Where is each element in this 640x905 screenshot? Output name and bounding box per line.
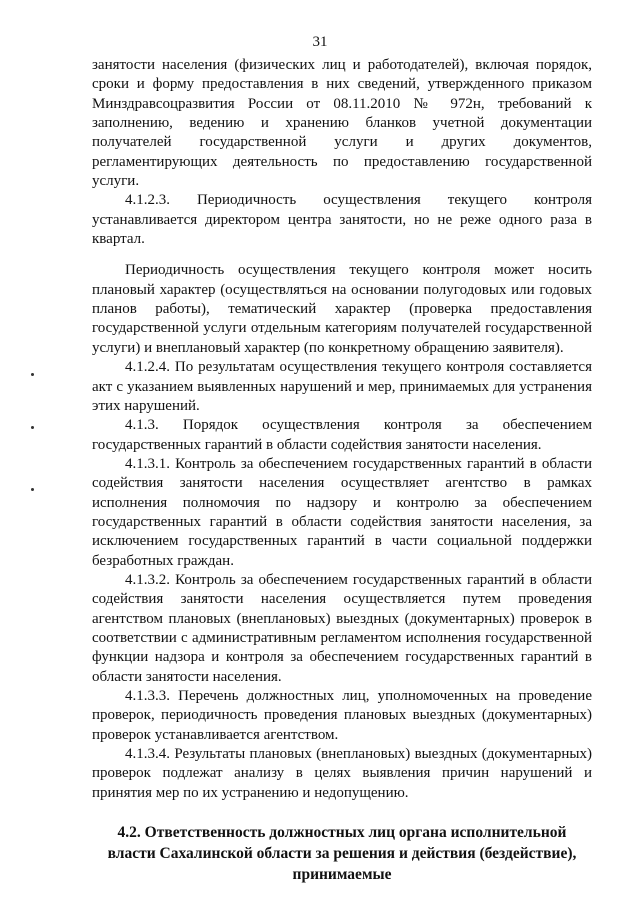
scan-mark bbox=[31, 426, 34, 429]
paragraph: 4.1.2.3. Периодичность осуществления текущего контроля устанавливается директором центра занятости, но не реже одного раза в квартал. bbox=[92, 192, 592, 248]
scan-mark bbox=[31, 373, 34, 376]
paragraph: 4.1.3. Порядок осуществления контроля за обеспечением государственных гарантий в области содействия занятости населения. bbox=[92, 417, 592, 453]
paragraph: 4.1.2.4. По результатам осуществления текущего контроля составляется акт с указанием выявленных нарушений и мер, принимаемых для устранения этих нарушений. bbox=[92, 359, 592, 414]
section-heading: 4.2. Ответственность должностных лиц органа исполнительной власти Сахалинской области за решения и действия (бездействие), принимаемые bbox=[107, 824, 577, 883]
page-number: 31 bbox=[312, 34, 328, 50]
paragraph: Периодичность осуществления текущего контроля может носить плановый характер (осуществляться на основании полугодовых или годовых планов работы), тематический характер (проверка предоставления государственной услуги отдельным категориям получателей государственной услуги) и внеплановый характер (по конкретному обращению заявителя). bbox=[92, 262, 592, 356]
scan-mark bbox=[31, 488, 34, 491]
paragraph: 4.1.3.1. Контроль за обеспечением государственных гарантий в области содействия занятости населения осуществляет агентство в рамках исполнения полномочия по надзору и контролю за обеспечением государственных гарантий в области содействия занятости населения, за исключением государственных гарантий в части социальной поддержки безработных граждан. bbox=[92, 455, 592, 569]
paragraph: 4.1.3.4. Результаты плановых (внеплановых) выездных (документарных) проверок подлежат анализу в целях выявления причин нарушений и принятия мер по их устранению и недопущению. bbox=[92, 746, 592, 801]
paragraph: занятости населения (физических лиц и работодателей), включая порядок, сроки и форму предоставления в них сведений, утвержденного приказом Минздравсоцразвития России от 08.11.2010 № 972н, требований к заполнению, ведению и хранению бланков учетной документации получателей государственной услуги и других документов, регламентирующих деятельность по предоставлению государственной услуги. bbox=[92, 57, 592, 190]
document-body bbox=[92, 56, 592, 803]
paragraph: 4.1.3.3. Перечень должностных лиц, уполномоченных на проведение проверок, периодичность проведения плановых выездных (документарных) проверок устанавливается агентством. bbox=[92, 688, 592, 743]
paragraph: 4.1.3.2. Контроль за обеспечением государственных гарантий в области содействия занятости населения осуществляется путем проведения агентством плановых (внеплановых) выездных (документарных) проверок в соответствии с административным регламентом исполнения государственной функции надзора и контроля за обеспечением государственных гарантий в области занятости населения. bbox=[92, 571, 592, 685]
